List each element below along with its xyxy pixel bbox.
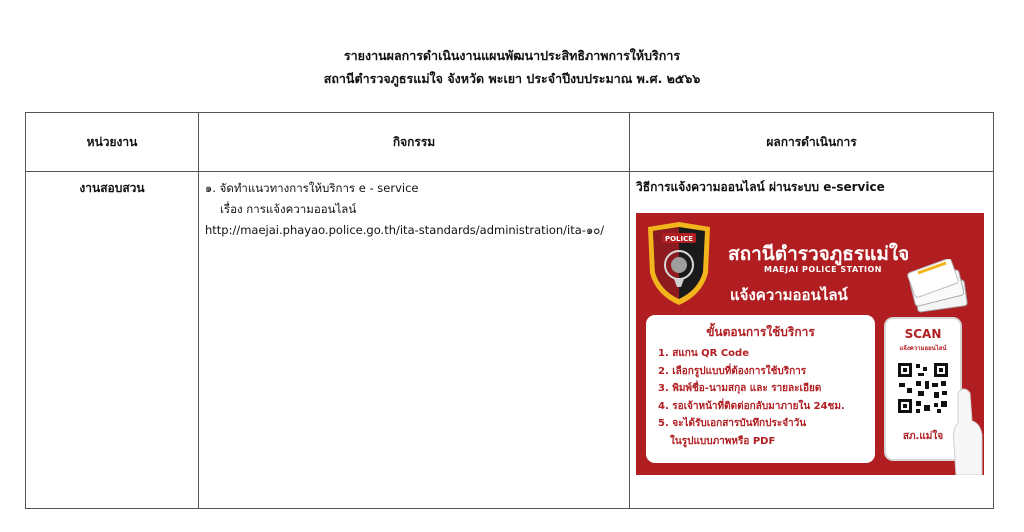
report-table: [25, 112, 994, 509]
header-activity: กิจกรรม: [199, 113, 630, 172]
poster-station-name: สถานีตำรวจภูธรแม่ใจ: [728, 243, 910, 265]
steps-list: [658, 345, 845, 450]
table-row: [26, 172, 994, 509]
activity-line1: ๑. จัดทำแนวทางการให้บริการ e - service: [205, 181, 419, 195]
list-item: 1. สแกน QR Code: [658, 348, 749, 359]
list-item: 2. เลือกรูปแบบที่ต้องการใช้บริการ: [658, 365, 807, 377]
list-item: 4. รอเจ้าหน้าที่ติดต่อกลับมาภายใน 24ชม.: [658, 400, 845, 412]
table-header-row: [26, 113, 994, 172]
poster-service-title: แจ้งความออนไลน์: [730, 286, 848, 304]
police-badge-icon: [644, 221, 714, 307]
scan-sub-label: แจ้งความออนไลน์: [899, 345, 947, 352]
phone-station-label: สภ.แม่ใจ: [902, 431, 944, 442]
cell-result: [630, 172, 994, 509]
header-result: ผลการดำเนินการ: [630, 113, 994, 172]
list-item: 5. จะได้รับเอกสารบันทึกประจำวัน: [658, 418, 807, 429]
scan-label: SCAN: [904, 327, 942, 341]
report-title-line2: สถานีตำรวจภูธรแม่ใจ จังหวัด พะเยา ประจำปีงบประมาณ พ.ศ. ๒๕๖๖: [323, 71, 701, 86]
activity-url[interactable]: http://maejai.phayao.police.go.th/ita-standards/administration/ita-๑๐/: [205, 223, 605, 237]
badge-text: POLICE: [664, 235, 694, 243]
header-unit: หน่วยงาน: [26, 113, 199, 172]
hand-icon: [950, 383, 984, 475]
result-heading: วิธีการแจ้งความออนไลน์ ผ่านระบบ e-service: [636, 180, 885, 194]
activity-line2: เรื่อง การแจ้งความออนไลน์: [220, 202, 357, 216]
list-item: 3. พิมพ์ชื่อ-นามสกุล และ รายละเอียด: [658, 383, 822, 394]
steps-card: [646, 315, 875, 463]
cell-activity: [199, 172, 630, 509]
cell-unit: งานสอบสวน: [26, 172, 199, 509]
list-item: ในรูปแบบภาพหรือ PDF: [670, 435, 776, 447]
qr-code-icon[interactable]: [896, 361, 950, 415]
report-title-line1: รายงานผลการดำเนินงานแผนพัฒนาประสิทธิภาพการให้บริการ: [343, 48, 681, 63]
online-report-poster: [636, 213, 984, 475]
poster-station-name-en: MAEJAI POLICE STATION: [764, 265, 883, 274]
steps-title: ขั้นตอนการใช้บริการ: [706, 325, 815, 339]
document-stack-icon: [902, 259, 972, 315]
